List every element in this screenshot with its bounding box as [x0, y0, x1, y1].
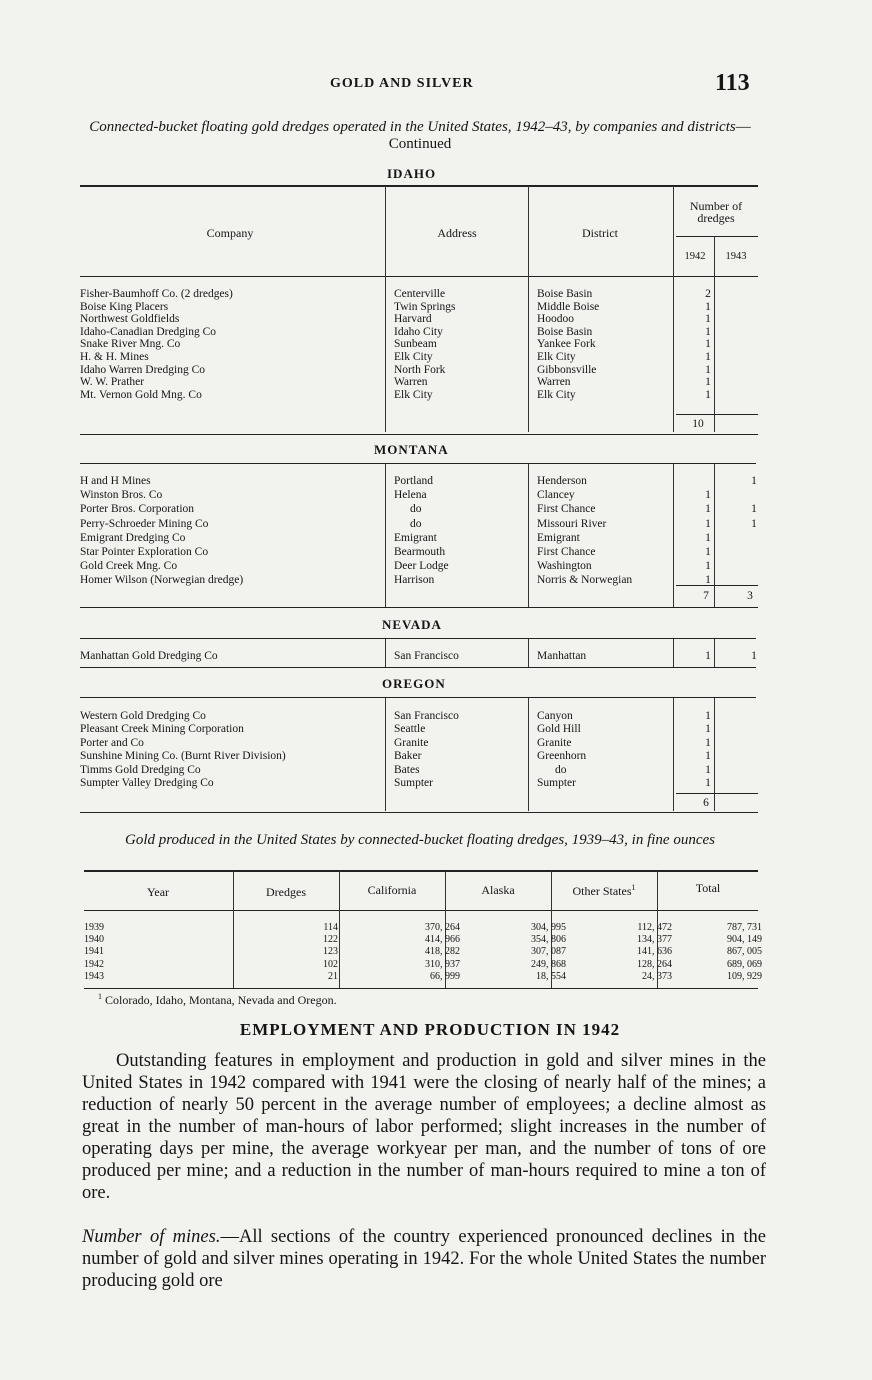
alaska-cell: 307, 087	[531, 946, 566, 958]
section-idaho: IDAHO	[387, 166, 437, 181]
col-total: Total	[695, 881, 721, 895]
alaska-cell: 249, 868	[531, 958, 566, 970]
company-cell: Perry-Schroeder Mining Co	[80, 517, 209, 530]
dredges-1942-cell: 1	[705, 517, 711, 530]
total-cell: 904, 149	[727, 934, 762, 946]
address-cell: Elk City	[394, 388, 433, 401]
dredges-1942-cell: 1	[705, 723, 711, 736]
table-row	[80, 777, 760, 790]
district-cell: Gold Hill	[537, 723, 581, 736]
table-row	[80, 710, 760, 723]
district-cell: Emigrant	[537, 531, 580, 544]
district-cell: First Chance	[537, 546, 596, 558]
district-cell: Gibbonsville	[537, 363, 597, 376]
running-head: GOLD AND SILVER	[330, 76, 474, 91]
dredges-cell: 122	[323, 934, 338, 946]
district-cell: Clancey	[537, 489, 575, 502]
company-cell: Sunshine Mining Co. (Burnt River Division)	[80, 750, 286, 763]
address-cell: Sumpter	[394, 777, 433, 789]
col-address: Address	[437, 226, 477, 240]
section-heading: EMPLOYMENT AND PRODUCTION IN 1942	[239, 1020, 621, 1039]
table-row	[84, 959, 764, 971]
table-row	[84, 946, 764, 958]
address-cell: Harvard	[394, 313, 432, 326]
address-cell: Helena	[394, 489, 427, 502]
table2-caption: Gold produced in the United States by connected-bucket floating dredges, 1939–43, in fine ounces	[124, 832, 715, 848]
footnote-text: Colorado, Idaho, Montana, Nevada and Oregon.	[105, 993, 337, 1007]
col-alaska: Alaska	[481, 883, 515, 897]
company-cell: Snake River Mng. Co	[80, 338, 181, 351]
year-cell: 1941	[84, 946, 104, 958]
district-cell: Elk City	[537, 388, 576, 401]
dredges-1942-cell: 1	[705, 325, 711, 338]
dredges-1943-cell: 1	[751, 503, 757, 516]
dredges-1942-cell: 1	[705, 531, 711, 544]
address-cell: do	[410, 517, 422, 530]
dredges-1942-cell: 1	[705, 376, 711, 389]
table-row	[80, 764, 760, 777]
company-cell: Fisher-Baumhoff Co. (2 dredges)	[80, 288, 233, 300]
montana-total-1943: 3	[747, 590, 753, 602]
table-row	[80, 750, 760, 763]
dredges-1943-cell: 1	[751, 650, 757, 662]
table1-caption	[80, 119, 760, 153]
col-year: Year	[146, 885, 170, 899]
district-cell: Manhattan	[537, 650, 587, 662]
year-cell: 1939	[84, 922, 104, 933]
paragraph-2-text: —All sections of the country experienced pronounced declines in the number of gold and silver mines operating in 1942. For the whole United States the number producing gold ore	[82, 1227, 766, 1291]
other-states-cell: 112, 472	[637, 922, 672, 933]
address-cell: Idaho City	[394, 325, 443, 338]
dredges-1942-cell: 1	[705, 351, 711, 363]
year-cell: 1940	[84, 934, 104, 946]
address-cell: Harrison	[394, 574, 435, 587]
company-cell: Porter Bros. Corporation	[80, 503, 195, 516]
idaho-total-1942: 10	[692, 418, 704, 430]
district-cell: do	[555, 763, 567, 776]
table-row	[80, 723, 760, 736]
other-states-cell: 128, 264	[637, 958, 672, 970]
address-cell: Twin Springs	[394, 300, 456, 313]
address-cell: Deer Lodge	[394, 560, 449, 573]
district-cell: Greenhorn	[537, 750, 587, 763]
table-row	[80, 338, 760, 351]
col-dredges: Dredges	[266, 885, 306, 899]
address-cell: Portland	[394, 475, 433, 487]
company-cell: Star Pointer Exploration Co	[80, 546, 209, 558]
year-cell: 1942	[84, 958, 104, 970]
col-1942: 1942	[684, 251, 706, 262]
dredges-1942-cell: 1	[705, 736, 711, 749]
table-row	[80, 389, 760, 402]
address-cell: North Fork	[394, 363, 446, 376]
company-cell: Manhattan Gold Dredging Co	[80, 650, 218, 662]
dredges-1942-cell: 1	[705, 750, 711, 763]
district-cell: Henderson	[537, 475, 587, 487]
col-other-states-label: Other States	[572, 884, 632, 898]
footnote-ref: 1	[631, 883, 636, 892]
alaska-cell: 304, 995	[531, 922, 566, 933]
total-cell: 689, 069	[727, 958, 762, 970]
company-cell: Gold Creek Mng. Co	[80, 560, 178, 573]
company-cell: Boise King Placers	[80, 300, 169, 313]
table-row	[80, 489, 760, 502]
district-cell: Missouri River	[537, 517, 607, 530]
dredges-1942-cell: 1	[705, 363, 711, 376]
dredges-cell: 114	[323, 922, 338, 933]
total-cell: 867, 005	[727, 946, 762, 958]
district-cell: Washington	[537, 560, 592, 573]
dredges-1942-cell: 2	[705, 288, 711, 300]
california-cell: 66, 999	[430, 970, 460, 982]
address-cell: Warren	[394, 376, 428, 389]
address-cell: do	[410, 503, 422, 516]
other-states-cell: 141, 636	[637, 946, 672, 958]
dredges-1943-cell: 1	[751, 517, 757, 530]
table1-caption-text: Connected-bucket floating gold dredges operated in the United States, 1942–43, by companies and districts	[89, 119, 736, 135]
table-row	[80, 546, 760, 559]
company-cell: W. W. Prather	[80, 376, 145, 389]
table-row	[80, 518, 760, 531]
section-montana: MONTANA	[374, 442, 449, 457]
address-cell: Seattle	[394, 723, 426, 736]
dredges-1942-cell: 1	[705, 503, 711, 516]
table-row	[80, 313, 760, 326]
table2-footnote	[98, 992, 337, 1008]
dredges-1942-cell: 1	[705, 763, 711, 776]
address-cell: Baker	[394, 750, 422, 763]
district-cell: Sumpter	[537, 777, 576, 789]
company-cell: H. & H. Mines	[80, 351, 149, 363]
dredges-1942-cell: 1	[705, 338, 711, 351]
col-company: Company	[206, 226, 254, 240]
table-row	[80, 532, 760, 545]
california-cell: 414, 966	[425, 934, 460, 946]
table-row	[80, 650, 760, 663]
section-oregon: OREGON	[382, 676, 446, 691]
table-row	[80, 560, 760, 573]
alaska-cell: 354, 806	[531, 934, 566, 946]
alaska-cell: 18, 554	[536, 970, 566, 982]
footnote-mark: 1	[98, 992, 102, 1001]
year-cell: 1943	[84, 970, 104, 982]
table-row	[80, 351, 760, 364]
address-cell: Bearmouth	[394, 546, 446, 558]
total-cell: 109, 929	[727, 970, 762, 982]
district-cell: Granite	[537, 736, 572, 749]
district-cell: Hoodoo	[537, 313, 575, 326]
section-nevada: NEVADA	[382, 617, 442, 632]
table-row	[84, 922, 764, 934]
dredges-1942-cell: 1	[705, 313, 711, 326]
address-cell: Sunbeam	[394, 338, 437, 351]
table-row	[80, 301, 760, 314]
california-cell: 418, 282	[425, 946, 460, 958]
col-number-dredges: Number of dredges	[689, 199, 743, 225]
dredges-1942-cell: 1	[705, 300, 711, 313]
district-cell: Elk City	[537, 351, 576, 363]
district-cell: Boise Basin	[537, 288, 593, 300]
total-cell: 787, 731	[727, 922, 762, 933]
table-row	[80, 475, 760, 488]
address-cell: Centerville	[394, 288, 446, 300]
page-number: 113	[715, 70, 750, 96]
table-row	[80, 326, 760, 339]
address-cell: Bates	[394, 763, 420, 776]
address-cell: San Francisco	[394, 650, 459, 662]
company-cell: Homer Wilson (Norwegian dredge)	[80, 574, 244, 587]
dredges-1942-cell: 1	[705, 777, 711, 789]
table-row	[80, 288, 760, 301]
oregon-total-1942: 6	[703, 797, 709, 809]
col-district: District	[582, 226, 618, 240]
company-cell: Porter and Co	[80, 736, 144, 749]
district-cell: Middle Boise	[537, 300, 600, 313]
col-california: California	[367, 883, 417, 897]
company-cell: H and H Mines	[80, 475, 151, 487]
district-cell: Warren	[537, 376, 571, 389]
company-cell: Idaho Warren Dredging Co	[80, 363, 206, 376]
district-cell: Norris & Norwegian	[537, 574, 633, 587]
company-cell: Mt. Vernon Gold Mng. Co	[80, 388, 202, 401]
company-cell: Timms Gold Dredging Co	[80, 763, 201, 776]
dredges-1942-cell: 1	[705, 560, 711, 573]
col-1943: 1943	[725, 251, 747, 262]
montana-total-1942: 7	[703, 590, 709, 602]
district-cell: Canyon	[537, 710, 573, 722]
dredges-1942-cell: 1	[705, 650, 711, 662]
company-cell: Pleasant Creek Mining Corporation	[80, 723, 244, 736]
company-cell: Idaho-Canadian Dredging Co	[80, 325, 217, 338]
table1-caption-cont: —Continued	[388, 119, 751, 152]
paragraph-2	[82, 1226, 766, 1292]
paragraph-1: Outstanding features in employment and production in gold and silver mines in the United States in 1942 compared with 1941 were the closing of nearly half of the mines; a reduction of nearly 50 percent in the average number of employees; a decline almost as great in the number of man-hours of labor performed; slight increases in the number of operating days per mine, the average workyear per man, and the number of tons of ore produced per mine; and a reduction in the number of man-hours required to mine a ton of ore.	[82, 1051, 766, 1203]
california-cell: 370, 264	[425, 922, 460, 933]
company-cell: Sumpter Valley Dredging Co	[80, 777, 214, 789]
table-row	[80, 503, 760, 516]
table-row	[84, 934, 764, 946]
table-row	[80, 376, 760, 389]
address-cell: Granite	[394, 736, 429, 749]
address-cell: Emigrant	[394, 531, 437, 544]
dredges-1942-cell: 1	[705, 388, 711, 401]
company-cell: Western Gold Dredging Co	[80, 710, 206, 722]
dredges-1942-cell: 1	[705, 489, 711, 502]
district-cell: Yankee Fork	[537, 338, 596, 351]
table-row	[80, 574, 760, 587]
dredges-cell: 102	[323, 958, 338, 970]
table-row	[84, 971, 764, 983]
dredges-1942-cell: 1	[705, 546, 711, 558]
company-cell: Winston Bros. Co	[80, 489, 163, 502]
dredges-1942-cell: 1	[705, 710, 711, 722]
address-cell: Elk City	[394, 351, 433, 363]
district-cell: Boise Basin	[537, 325, 593, 338]
paragraph-2-lead: Number of mines.	[82, 1227, 221, 1247]
address-cell: San Francisco	[394, 710, 459, 722]
col-other-states	[552, 883, 656, 899]
table-row	[80, 737, 760, 750]
other-states-cell: 24, 373	[642, 970, 672, 982]
table-row	[80, 364, 760, 377]
dredges-cell: 123	[323, 946, 338, 958]
california-cell: 310, 937	[425, 958, 460, 970]
company-cell: Northwest Goldfields	[80, 313, 180, 326]
dredges-1942-cell: 1	[705, 574, 711, 587]
district-cell: First Chance	[537, 503, 596, 516]
dredges-1943-cell: 1	[751, 475, 757, 487]
dredges-cell: 21	[328, 970, 338, 982]
company-cell: Emigrant Dredging Co	[80, 531, 186, 544]
other-states-cell: 134, 377	[637, 934, 672, 946]
